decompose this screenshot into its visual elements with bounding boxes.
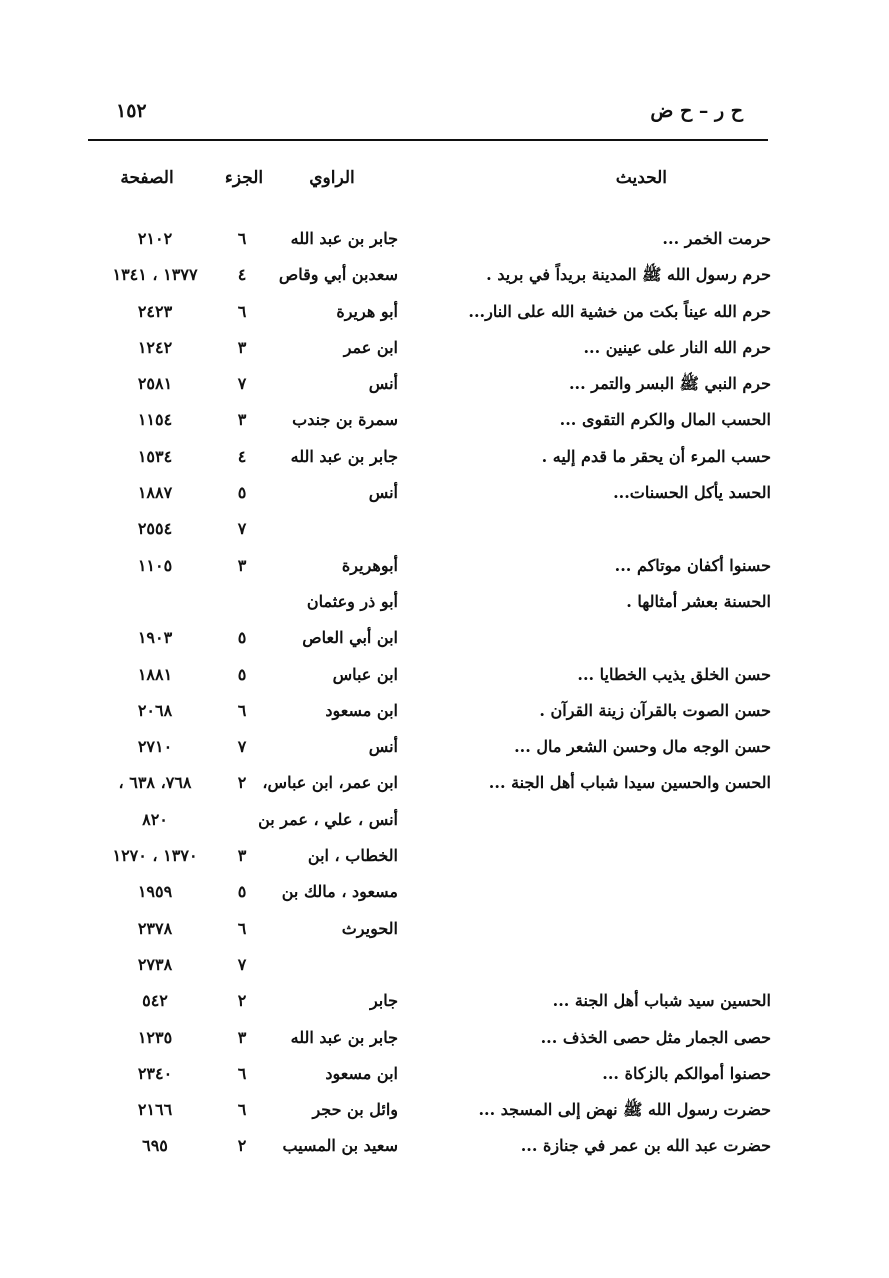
hadith-text: حسن الوجه مال وحسن الشعر مال ...: [514, 737, 771, 757]
volume: ٤: [237, 446, 247, 466]
page-ref: ٥٤٢: [142, 991, 168, 1011]
page-ref: ١٨٨١: [137, 664, 173, 684]
page-ref: ١٢٤٢: [137, 337, 173, 357]
table-row: [0, 984, 889, 1020]
hadith-text: الحسنة بعشر أمثالها .: [626, 591, 771, 611]
table-row: [0, 1093, 889, 1129]
volume: ٢: [237, 773, 247, 793]
page-ref: ١٣٧٠ ، ١٢٧٠: [112, 846, 198, 866]
narrator: أبو ذر وعثمان: [306, 591, 398, 611]
column-header-juz: الجزء: [224, 168, 264, 188]
page-number: ١٥٢: [116, 100, 147, 122]
table-row: [0, 440, 889, 476]
hadith-text: الحسب المال والكرم التقوى ...: [559, 410, 771, 430]
volume: ٥: [237, 882, 247, 902]
volume: ٢: [237, 991, 247, 1011]
column-header-rawi: الراوي: [309, 168, 355, 188]
narrator: سعيد بن المسيب: [282, 1136, 398, 1156]
table-row: [0, 766, 889, 802]
index-table: [0, 222, 889, 1166]
page-ref: ٢٥٥٤: [137, 519, 173, 539]
table-row: [0, 476, 889, 512]
table-row: [0, 1021, 889, 1057]
table-row: [0, 803, 889, 839]
table-row: [0, 621, 889, 657]
narrator: جابر: [369, 991, 398, 1011]
narrator: سعدبن أبي وقاص: [278, 265, 398, 285]
narrator: جابر بن عبد الله: [290, 1027, 398, 1047]
volume: ٥: [237, 664, 247, 684]
narrator: الخطاب ، ابن: [307, 846, 398, 866]
hadith-text: حسن الخلق يذيب الخطايا ...: [577, 664, 771, 684]
table-row: [0, 403, 889, 439]
volume: ٣: [237, 337, 247, 357]
volume: ٦: [237, 700, 247, 720]
volume: ٦: [237, 918, 247, 938]
table-row: [0, 730, 889, 766]
table-row: [0, 331, 889, 367]
narrator: وائل بن حجر: [312, 1100, 398, 1120]
page-ref: ١٢٣٥: [137, 1027, 173, 1047]
volume: ٧: [237, 519, 247, 539]
hadith-text: حضرت عبد الله بن عمر في جنازة ...: [520, 1136, 771, 1156]
hadith-text: الحسين سيد شباب أهل الجنة ...: [552, 991, 771, 1011]
table-row: [0, 549, 889, 585]
narrator: مسعود ، مالك بن: [281, 882, 398, 902]
volume: ٦: [237, 1100, 247, 1120]
narrator: أبو هريرة: [336, 301, 398, 321]
narrator: أنس: [368, 737, 398, 757]
table-row: [0, 948, 889, 984]
table-row: [0, 912, 889, 948]
running-head-letters: ح ر – ح ض: [650, 100, 743, 122]
volume: ٣: [237, 555, 247, 575]
table-row: [0, 222, 889, 258]
volume: ٣: [237, 410, 247, 430]
column-header-page: الصفحة: [120, 168, 174, 188]
narrator: ابن أبي العاص: [302, 628, 398, 648]
narrator: أنس ، علي ، عمر بن: [258, 809, 398, 829]
volume: ٥: [237, 483, 247, 503]
header-rule: [88, 139, 768, 141]
page-ref: ١٨٨٧: [137, 483, 173, 503]
narrator: أبوهريرة: [341, 555, 398, 575]
hadith-text: الحسن والحسين سيدا شباب أهل الجنة ...: [488, 773, 771, 793]
hadith-text: حرم النبي ﷺ البسر والتمر ...: [568, 374, 771, 394]
page-ref: ٢٧١٠: [137, 737, 173, 757]
page-ref: ٢٣٧٨: [137, 918, 173, 938]
volume: ٦: [237, 229, 247, 248]
table-row: [0, 258, 889, 294]
table-row: [0, 367, 889, 403]
table-row: [0, 839, 889, 875]
volume: ٤: [237, 265, 247, 285]
table-row: [0, 512, 889, 548]
table-row: [0, 658, 889, 694]
page-ref: ٢٤٢٣: [137, 301, 173, 321]
volume: ٦: [237, 1063, 247, 1083]
page-ref: ٦٩٥: [142, 1136, 168, 1156]
volume: ٥: [237, 628, 247, 648]
hadith-text: حرم الله النار على عينين ...: [583, 337, 771, 357]
narrator: أنس: [368, 483, 398, 503]
column-header-hadith: الحديث: [615, 168, 667, 188]
page-ref: ٢٠٦٨: [137, 700, 173, 720]
page-ref: ١٩٠٣: [137, 628, 173, 648]
table-row: [0, 1057, 889, 1093]
narrator: ابن عباس: [332, 664, 398, 684]
volume: ٧: [237, 737, 247, 757]
page-ref: ٨٢٠: [142, 809, 168, 829]
narrator: سمرة بن جندب: [292, 410, 398, 430]
volume: ٧: [237, 954, 247, 974]
page-ref: ٢٥٨١: [137, 374, 173, 394]
page-ref: ١١٥٤: [137, 410, 173, 430]
table-row: [0, 585, 889, 621]
hadith-text: حرمت الخمر ...: [662, 229, 771, 248]
table-row: [0, 295, 889, 331]
page-ref: ١٩٥٩: [137, 882, 173, 902]
hadith-text: حرم الله عيناً بكت من خشية الله على النار...: [468, 301, 771, 321]
narrator: ابن مسعود: [325, 700, 398, 720]
page-ref: ٢٣٤٠: [137, 1063, 173, 1083]
narrator: الحويرث: [341, 918, 398, 938]
page-ref: ١٥٣٤: [137, 446, 173, 466]
narrator: ابن عمر، ابن عباس،: [262, 773, 398, 793]
narrator: ابن مسعود: [325, 1063, 398, 1083]
page-ref: ٢١٠٢: [137, 229, 173, 248]
volume: ٣: [237, 1027, 247, 1047]
table-row: [0, 694, 889, 730]
page-ref: ١١٠٥: [137, 555, 173, 575]
page-ref: ٢١٦٦: [137, 1100, 173, 1120]
hadith-text: حسب المرء أن يحقر ما قدم إليه .: [541, 446, 771, 466]
narrator: جابر بن عبد الله: [290, 446, 398, 466]
page-ref: ٧٦٨، ٦٣٨ ،: [118, 773, 192, 793]
hadith-text: حسنوا أكفان موتاكم ...: [614, 555, 771, 575]
page-ref: ١٣٧٧ ، ١٣٤١: [112, 265, 198, 285]
page-ref: ٢٧٣٨: [137, 954, 173, 974]
table-row: [0, 1129, 889, 1165]
volume: ٢: [237, 1136, 247, 1156]
narrator: ابن عمر: [343, 337, 398, 357]
hadith-text: حرم رسول الله ﷺ المدينة بريداً في بريد .: [486, 265, 771, 285]
hadith-text: حصى الجمار مثل حصى الخذف ...: [540, 1027, 771, 1047]
volume: ٣: [237, 846, 247, 866]
hadith-text: حصنوا أموالكم بالزكاة ...: [602, 1063, 771, 1083]
narrator: أنس: [368, 374, 398, 394]
table-row: [0, 875, 889, 911]
hadith-text: حسن الصوت بالقرآن زينة القرآن .: [539, 700, 771, 720]
hadith-text: حضرت رسول الله ﷺ نهض إلى المسجد ...: [478, 1100, 771, 1120]
volume: ٦: [237, 301, 247, 321]
hadith-text: الحسد يأكل الحسنات...: [613, 483, 771, 503]
volume: ٧: [237, 374, 247, 394]
narrator: جابر بن عبد الله: [290, 229, 398, 248]
